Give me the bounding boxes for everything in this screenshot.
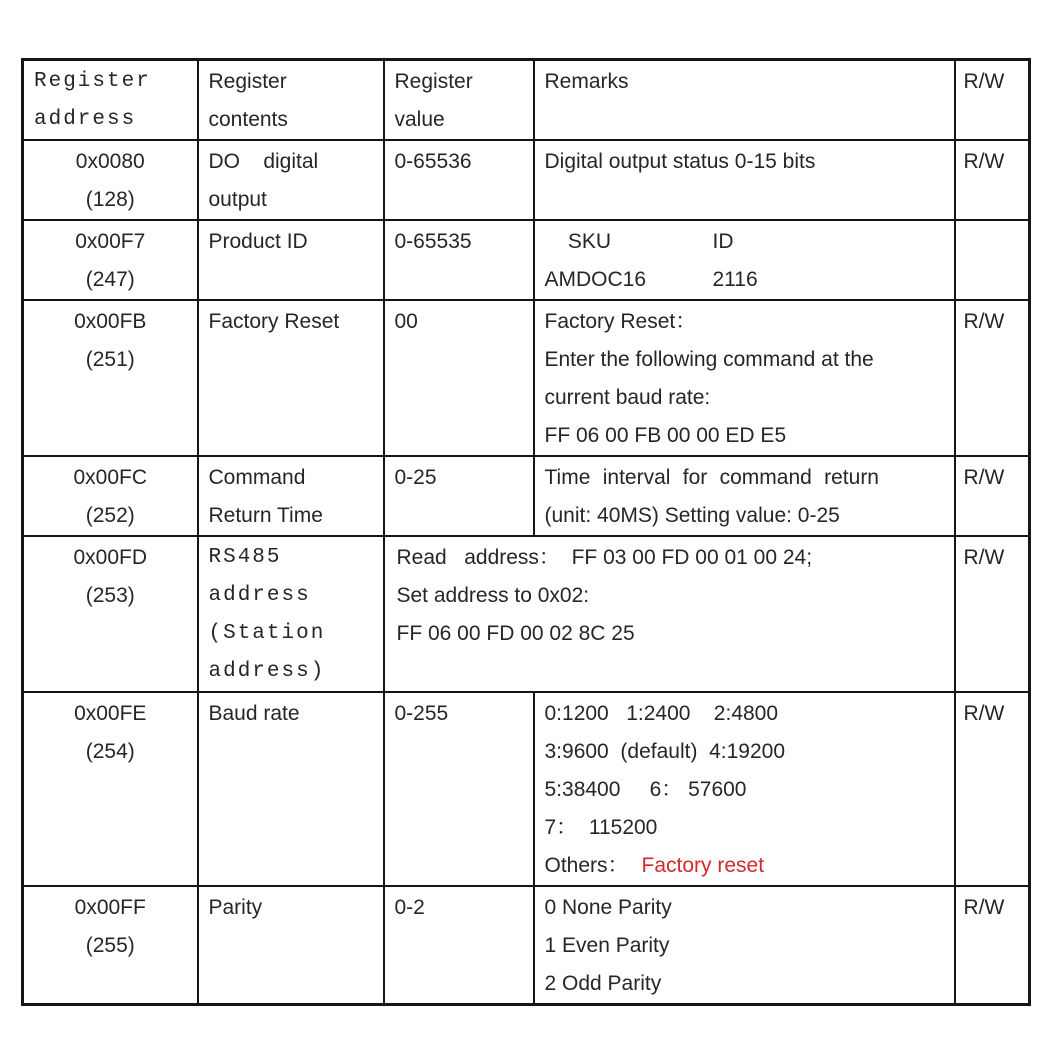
remarks-line: 7： 115200 <box>544 816 658 839</box>
header-text: R/W <box>963 70 1005 93</box>
remarks-line: (unit: 40MS) Setting value: 0-25 <box>544 504 840 527</box>
address-cell <box>23 456 198 536</box>
remarks-line: 0:1200 1:2400 2:4800 <box>544 702 779 725</box>
table-row <box>23 536 1030 692</box>
address-dec: (255) <box>85 934 135 957</box>
remarks-line: Factory Reset： <box>544 310 697 333</box>
header-text: address <box>34 108 137 131</box>
header-remarks <box>534 60 955 141</box>
contents-cell <box>198 300 384 456</box>
remarks-line: Enter the following command at the <box>544 348 874 371</box>
others-label: Others： <box>544 854 629 877</box>
rw-cell <box>955 300 1030 456</box>
remarks-line: 5:38400 6： 57600 <box>544 778 747 801</box>
address-dec: (254) <box>85 740 135 763</box>
remarks-cell <box>534 140 955 220</box>
remarks-line: FF 06 00 FD 00 02 8C 25 <box>396 622 635 645</box>
contents-line: Product ID <box>208 230 308 253</box>
remarks-line: current baud rate: <box>544 386 711 409</box>
address-hex: 0x00F7 <box>75 230 146 253</box>
address-cell <box>23 692 198 886</box>
remarks-line <box>545 847 948 885</box>
contents-line: Return Time <box>208 504 323 527</box>
remarks-line: Set address to 0x02: <box>396 584 590 607</box>
header-text: Register <box>34 70 151 93</box>
sku-value: AMDOC16 <box>544 268 647 291</box>
remarks-cell <box>534 692 955 886</box>
register-map-table-wrap <box>21 58 1031 1006</box>
value-text: 0-65536 <box>394 150 472 173</box>
table-row <box>23 300 1030 456</box>
header-text: contents <box>208 108 288 131</box>
value-cell <box>384 692 534 886</box>
value-text: 00 <box>394 310 418 333</box>
rw-cell <box>955 456 1030 536</box>
id-value: 2116 <box>712 268 758 291</box>
contents-line: address <box>208 584 311 607</box>
contents-line: Parity <box>208 896 263 919</box>
address-cell <box>23 886 198 1005</box>
address-hex: 0x00FD <box>73 546 148 569</box>
contents-line: output <box>208 188 267 211</box>
sku-label: SKU <box>544 230 612 253</box>
address-dec: (247) <box>85 268 135 291</box>
contents-cell <box>198 692 384 886</box>
value-cell <box>384 140 534 220</box>
remarks-line: Time interval for command return <box>544 466 879 489</box>
rw-text: R/W <box>963 702 1005 725</box>
remarks-line: Read address： FF 03 00 FD 00 01 00 24; <box>396 546 813 569</box>
address-hex: 0x0080 <box>75 150 145 173</box>
address-hex: 0x00FB <box>74 310 147 333</box>
address-cell <box>23 300 198 456</box>
register-map-table <box>21 58 1031 1006</box>
contents-cell <box>198 220 384 300</box>
remarks-line: 2 Odd Parity <box>544 972 662 995</box>
value-cell <box>384 220 534 300</box>
rw-cell <box>955 692 1030 886</box>
rw-text: R/W <box>963 546 1005 569</box>
contents-cell <box>198 886 384 1005</box>
value-text: 0-25 <box>394 466 437 489</box>
header-text: value <box>394 108 445 131</box>
value-text: 0-65535 <box>394 230 472 253</box>
address-cell <box>23 140 198 220</box>
rw-text: R/W <box>963 310 1005 333</box>
header-register-address <box>23 60 198 141</box>
table-row <box>23 140 1030 220</box>
contents-cell <box>198 456 384 536</box>
remarks-line: 1 Even Parity <box>544 934 670 957</box>
contents-cell <box>198 536 384 692</box>
table-row <box>23 692 1030 886</box>
table-row <box>23 220 1030 300</box>
header-text: Register <box>394 70 473 93</box>
remarks-line <box>545 261 948 299</box>
rw-text: R/W <box>963 466 1005 489</box>
contents-line: Factory Reset <box>208 310 340 333</box>
contents-line: Baud rate <box>208 702 300 725</box>
rw-text: R/W <box>963 896 1005 919</box>
remarks-line: 0 None Parity <box>544 896 672 919</box>
remarks-cell <box>534 220 955 300</box>
address-hex: 0x00FC <box>73 466 148 489</box>
remarks-line: 3:9600 (default) 4:19200 <box>544 740 786 763</box>
contents-line: RS485 <box>208 546 282 569</box>
address-dec: (253) <box>85 584 135 607</box>
header-register-contents <box>198 60 384 141</box>
rw-text: R/W <box>963 150 1005 173</box>
value-text: 0-255 <box>394 702 449 725</box>
value-text: 0-2 <box>394 896 425 919</box>
address-cell <box>23 220 198 300</box>
remarks-line: FF 06 00 FB 00 00 ED E5 <box>544 424 787 447</box>
address-cell <box>23 536 198 692</box>
merged-remarks-cell <box>384 536 955 692</box>
address-hex: 0x00FF <box>74 896 146 919</box>
factory-reset-warning: Factory reset <box>641 854 765 877</box>
header-rw <box>955 60 1030 141</box>
address-hex: 0x00FE <box>74 702 147 725</box>
rw-cell <box>955 140 1030 220</box>
contents-line: DO digital <box>208 150 319 173</box>
address-dec: (251) <box>85 348 135 371</box>
address-dec: (128) <box>85 188 135 211</box>
rw-cell <box>955 886 1030 1005</box>
header-text: Register <box>208 70 287 93</box>
contents-cell <box>198 140 384 220</box>
remarks-line: Digital output status 0-15 bits <box>544 150 816 173</box>
rw-cell <box>955 220 1030 300</box>
remarks-cell <box>534 456 955 536</box>
header-register-value <box>384 60 534 141</box>
value-cell <box>384 456 534 536</box>
remarks-cell <box>534 886 955 1005</box>
value-cell <box>384 886 534 1005</box>
id-label: ID <box>712 230 734 253</box>
value-cell <box>384 300 534 456</box>
table-row <box>23 456 1030 536</box>
table-row <box>23 886 1030 1005</box>
contents-line: (Station <box>208 622 326 645</box>
remarks-cell <box>534 300 955 456</box>
address-dec: (252) <box>85 504 135 527</box>
rw-cell <box>955 536 1030 692</box>
contents-line: address) <box>208 660 326 683</box>
header-row <box>23 60 1030 141</box>
remarks-line <box>545 223 948 261</box>
header-text: Remarks <box>544 70 629 93</box>
contents-line: Command <box>208 466 306 489</box>
